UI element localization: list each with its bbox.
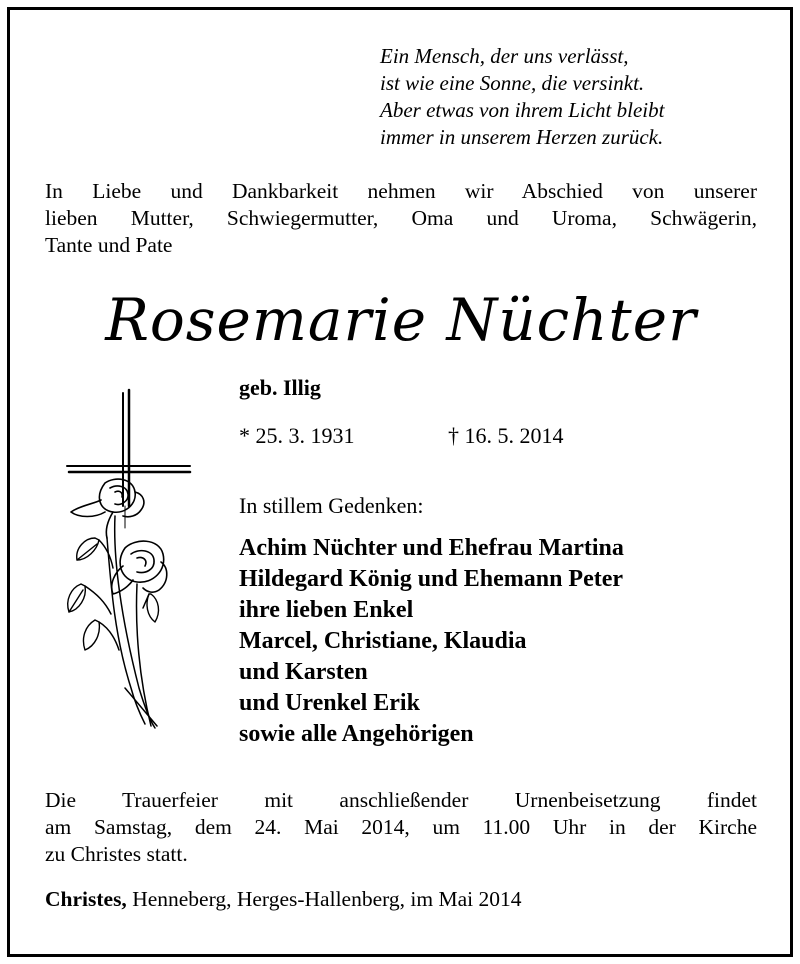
birth-date: * 25. 3. 1931 <box>239 423 355 448</box>
poem-line: Ein Mensch, der uns verlässt, <box>380 44 629 68</box>
poem-line: Aber etwas von ihrem Licht bleibt <box>380 98 665 122</box>
rose-icon <box>71 479 144 538</box>
service-line: Die Trauerfeier mit anschließender Urnenbeisetzung findet <box>45 788 757 812</box>
mourner-line: Achim Nüchter und Ehefrau Martina <box>239 535 624 561</box>
place-date <box>45 887 521 912</box>
intro-line: In Liebe und Dankbarkeit nehmen wir Abschied von unserer <box>45 179 757 203</box>
poem-line: ist wie eine Sonne, die versinkt. <box>380 71 645 95</box>
intro-line: Tante und Pate <box>45 233 173 257</box>
mourner-line: und Urenkel Erik <box>239 690 420 716</box>
cross-roses-illustration <box>55 388 205 733</box>
poem-line: immer in unserem Herzen zurück. <box>380 125 664 149</box>
memorial-heading: In stillem Gedenken: <box>239 493 424 518</box>
mourners-list <box>239 533 624 750</box>
deceased-name: Rosemarie Nüchter <box>105 286 697 354</box>
place-bold: Christes, <box>45 887 127 911</box>
poem <box>380 43 760 151</box>
mourner-line: sowie alle Angehörigen <box>239 721 474 747</box>
born-name: geb. Illig <box>239 375 321 400</box>
rose-icon <box>112 541 167 594</box>
intro-line: lieben Mutter, Schwiegermutter, Oma und Uroma, Schwägerin, <box>45 206 757 230</box>
service-line: zu Christes statt. <box>45 842 188 866</box>
mourner-line: und Karsten <box>239 659 368 685</box>
life-dates <box>239 423 564 449</box>
intro-text <box>45 178 757 259</box>
mourner-line: Marcel, Christiane, Klaudia <box>239 628 527 654</box>
service-info <box>45 787 757 868</box>
service-line: am Samstag, dem 24. Mai 2014, um 11.00 Uhr in der Kirche <box>45 815 757 839</box>
death-date: † 16. 5. 2014 <box>448 423 564 448</box>
mourner-line: Hildegard König und Ehemann Peter <box>239 566 624 592</box>
place-rest: Henneberg, Herges-Hallenberg, im Mai 2014 <box>126 887 522 911</box>
mourner-line: ihre lieben Enkel <box>239 597 414 623</box>
